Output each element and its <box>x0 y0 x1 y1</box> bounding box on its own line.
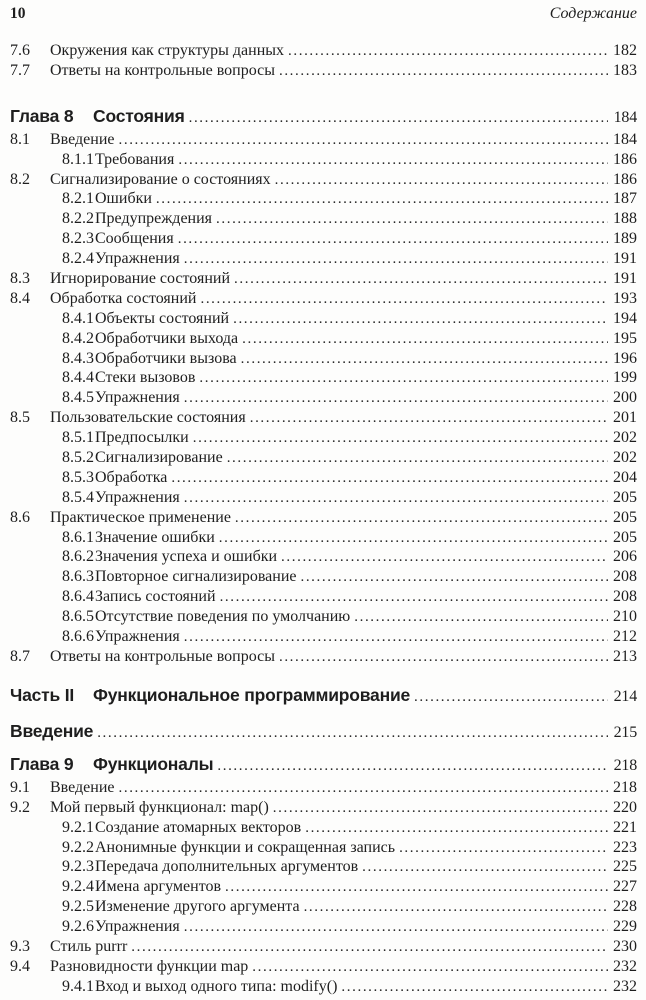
entry-title: Стеки вызовов <box>95 369 196 387</box>
entry-title: Ответы на контрольные вопросы <box>50 647 275 665</box>
entry-page: 186 <box>613 150 637 168</box>
entry-title: Разновидности функции map <box>50 957 249 975</box>
entry-title: Мой первый функционал: map() <box>50 798 269 816</box>
entry-number: 8.6.6 <box>62 628 94 646</box>
toc-entry <box>10 857 637 877</box>
dot-leader <box>217 755 608 778</box>
entry-title: Окружения как структуры данных <box>50 42 285 59</box>
entry-number: 8.3 <box>10 270 30 288</box>
dot-leader <box>119 131 609 151</box>
entry-page: 200 <box>613 389 637 407</box>
entry-title: Ответы на контрольные вопросы <box>50 61 275 79</box>
entry-page: 204 <box>613 468 637 486</box>
dot-leader <box>275 171 608 191</box>
entry-page: 183 <box>613 61 637 79</box>
page-number-folio: 10 <box>10 5 26 22</box>
toc-entry <box>10 937 637 957</box>
entry-page: 205 <box>613 488 637 506</box>
entry-title: Упражнения <box>95 628 180 646</box>
dot-leader <box>273 799 608 819</box>
running-header-title: Содержание <box>549 5 637 22</box>
entry-title: Предпосылки <box>95 429 189 447</box>
toc-entry <box>10 309 637 329</box>
entry-number: 8.5.3 <box>62 468 94 486</box>
toc-entry <box>10 897 637 917</box>
entry-page: 228 <box>613 898 637 916</box>
dot-leader <box>184 250 608 270</box>
entry-page: 199 <box>613 369 637 387</box>
entry-number: 8.6 <box>10 508 30 526</box>
dot-leader <box>200 290 608 310</box>
entry-number: 9.3 <box>10 937 30 955</box>
dot-leader <box>184 918 608 938</box>
entry-title: Введение <box>50 778 115 796</box>
entry-number: Глава 8 <box>10 105 74 126</box>
entry-number: 8.6.4 <box>62 588 94 606</box>
dot-leader <box>300 568 608 588</box>
entry-page: 232 <box>613 977 637 995</box>
entry-page: 230 <box>613 937 637 955</box>
entry-number: 8.2.4 <box>62 250 94 268</box>
entry-title: Значения успеха и ошибки <box>95 548 278 566</box>
dot-leader <box>119 779 609 799</box>
dot-leader <box>227 449 608 469</box>
entry-page: 229 <box>613 918 637 936</box>
entry-number: 8.2 <box>10 170 30 188</box>
dot-leader <box>156 190 608 210</box>
entry-title: Вход и выход одного типа: modify() <box>95 977 338 995</box>
entry-title: Передача дополнительных аргументов <box>95 858 359 876</box>
toc-entry <box>10 488 637 508</box>
entry-number: 8.4.1 <box>62 309 94 327</box>
entry-page: 208 <box>613 588 637 606</box>
toc-entry <box>10 957 637 977</box>
entry-page: 206 <box>613 548 637 566</box>
entry-title: Функционалы <box>93 753 214 774</box>
dot-leader <box>242 330 608 350</box>
entry-page: 215 <box>613 723 637 741</box>
entry-number: 9.2.3 <box>62 858 94 876</box>
entry-title: Стиль purrr <box>50 937 128 955</box>
entry-title: Обработчики выхода <box>95 329 239 347</box>
entry-title: Ошибки <box>95 190 152 208</box>
entry-title: Упражнения <box>95 250 180 268</box>
entry-page: 191 <box>613 270 637 288</box>
entry-page: 205 <box>613 508 637 526</box>
entry-title: Сообщения <box>95 230 174 248</box>
entry-number: 9.4.1 <box>62 977 94 995</box>
entry-title: Отсутствие поведения по умолчанию <box>95 608 351 626</box>
toc-entry <box>10 105 637 128</box>
dot-leader <box>219 529 608 549</box>
page-header <box>10 5 637 26</box>
entry-number: 8.6.5 <box>62 608 94 626</box>
toc-entry <box>10 150 637 170</box>
toc-entry <box>10 684 637 707</box>
entry-number: 9.2.2 <box>62 838 94 856</box>
entry-page: 210 <box>613 608 637 626</box>
entry-title: Упражнения <box>95 389 180 407</box>
dot-leader <box>184 489 608 509</box>
entry-title: Имена аргументов <box>95 878 222 896</box>
toc-entry <box>10 408 637 428</box>
entry-number: 9.2.4 <box>62 878 94 896</box>
toc-entry <box>10 170 637 190</box>
dot-leader <box>178 151 608 171</box>
entry-page: 191 <box>613 250 637 268</box>
entry-number: 8.6.1 <box>62 528 94 546</box>
entry-title: Сигнализирование <box>95 449 223 467</box>
dot-leader <box>304 898 608 918</box>
entry-number: 8.4.2 <box>62 329 94 347</box>
dot-leader <box>184 628 608 648</box>
dot-leader <box>178 230 608 250</box>
entry-page: 184 <box>613 108 637 126</box>
dot-leader <box>235 509 608 529</box>
dot-leader <box>341 978 608 998</box>
entry-number: 8.4.5 <box>62 389 94 407</box>
toc-entry <box>10 388 637 408</box>
toc-entry <box>10 349 637 369</box>
toc-entry <box>10 877 637 897</box>
entry-page: 194 <box>613 309 637 327</box>
dot-leader <box>193 429 608 449</box>
toc-entry <box>10 818 637 838</box>
entry-page: 184 <box>613 130 637 148</box>
entry-number: 7.7 <box>10 61 30 79</box>
entry-page: 214 <box>613 687 637 705</box>
entry-number: 9.2.1 <box>62 818 94 836</box>
entry-number: 9.2 <box>10 798 30 816</box>
entry-page: 186 <box>613 170 637 188</box>
toc-entry <box>10 528 637 548</box>
entry-title: Создание атомарных векторов <box>95 818 302 836</box>
dot-leader <box>199 369 608 389</box>
entry-title: Требования <box>95 150 175 168</box>
entry-title: Введение <box>50 130 115 148</box>
entry-title: Изменение другого аргумента <box>95 898 300 916</box>
entry-number: 9.2.6 <box>62 918 94 936</box>
entry-page: 202 <box>613 429 637 447</box>
toc-entry <box>10 209 637 229</box>
entry-number: 8.5.4 <box>62 488 94 506</box>
toc-entry <box>10 289 637 309</box>
toc-entry <box>10 977 637 997</box>
toc-entry <box>10 189 637 209</box>
dot-leader <box>414 686 608 709</box>
entry-title: Анонимные функции и сокращенная запись <box>95 838 396 856</box>
toc-entry <box>10 627 637 647</box>
dot-leader <box>241 350 608 370</box>
dot-leader <box>305 819 608 839</box>
entry-title: Обработчики вызова <box>95 349 237 367</box>
entry-number: 8.5.1 <box>62 429 94 447</box>
table-of-contents <box>10 41 637 997</box>
toc-entry <box>10 838 637 858</box>
entry-page: 223 <box>613 838 637 856</box>
toc-entry <box>10 229 637 249</box>
entry-title: Сигнализирование о состояниях <box>50 170 271 188</box>
entry-number: 9.2.5 <box>62 898 94 916</box>
entry-page: 195 <box>613 329 637 347</box>
entry-page: 218 <box>613 778 637 796</box>
entry-page: 193 <box>613 289 637 307</box>
entry-title: Функциональное программирование <box>93 684 411 705</box>
entry-title: Обработка состояний <box>50 289 197 307</box>
entry-title: Предупреждения <box>95 210 213 228</box>
toc-entry <box>10 917 637 937</box>
entry-page: 188 <box>613 210 637 228</box>
entry-number: 8.5 <box>10 409 30 427</box>
dot-leader <box>233 310 608 330</box>
dot-leader <box>97 722 608 745</box>
toc-entry <box>10 587 637 607</box>
toc-entry <box>10 428 637 448</box>
entry-page: 220 <box>613 798 637 816</box>
entry-number: 8.2.1 <box>62 190 94 208</box>
entry-number: 8.4 <box>10 289 30 307</box>
dot-leader <box>279 648 608 668</box>
entry-title: Пользовательские состояния <box>50 409 246 427</box>
dot-leader <box>354 608 608 628</box>
entry-page: 187 <box>613 190 637 208</box>
entry-page: 208 <box>613 568 637 586</box>
dot-leader <box>225 878 608 898</box>
toc-entry <box>10 249 637 269</box>
entry-title: Упражнения <box>95 918 180 936</box>
dot-leader <box>399 839 608 859</box>
entry-number: 8.2.3 <box>62 230 94 248</box>
toc-entry <box>10 448 637 468</box>
dot-leader <box>220 588 608 608</box>
entry-title: Состояния <box>93 105 185 126</box>
dot-leader <box>234 270 608 290</box>
dot-leader <box>216 210 608 230</box>
toc-entry <box>10 647 637 667</box>
entry-page: 205 <box>613 528 637 546</box>
entry-number: 9.4 <box>10 957 30 975</box>
dot-leader <box>362 858 608 878</box>
entry-title: Игнорирование состояний <box>50 270 231 288</box>
toc-entry <box>10 468 637 488</box>
entry-number: 8.4.4 <box>62 369 94 387</box>
dot-leader <box>131 938 608 958</box>
dot-leader <box>171 469 608 489</box>
entry-page: 225 <box>613 858 637 876</box>
toc-entry <box>10 269 637 289</box>
dot-leader <box>281 548 608 568</box>
dot-leader <box>250 409 608 429</box>
entry-page: 213 <box>613 647 637 665</box>
toc-entry <box>10 130 637 150</box>
toc-entry <box>10 607 637 627</box>
toc-entry <box>10 368 637 388</box>
toc-entry <box>10 753 637 776</box>
entry-number: Часть II <box>10 684 75 705</box>
entry-number: 8.6.2 <box>62 548 94 566</box>
entry-page: 232 <box>613 957 637 975</box>
entry-page: 227 <box>613 878 637 896</box>
entry-number: 8.5.2 <box>62 449 94 467</box>
entry-page: 196 <box>613 349 637 367</box>
entry-number: 7.6 <box>10 42 30 59</box>
toc-entry <box>10 798 637 818</box>
dot-leader <box>279 62 608 82</box>
entry-title: Объекты состояний <box>95 309 230 327</box>
dot-leader <box>184 389 608 409</box>
toc-entry <box>10 567 637 587</box>
entry-page: 218 <box>613 756 637 774</box>
entry-number: 9.1 <box>10 778 30 796</box>
entry-page: 189 <box>613 230 637 248</box>
entry-number: 8.2.2 <box>62 210 94 228</box>
toc-entry <box>10 547 637 567</box>
entry-title: Значение ошибки <box>95 528 215 546</box>
entry-page: 201 <box>613 409 637 427</box>
entry-title: Обработка <box>95 468 168 486</box>
dot-leader <box>288 42 608 62</box>
dot-leader <box>189 107 608 130</box>
entry-page: 182 <box>613 42 637 59</box>
entry-number: 8.1 <box>10 130 30 148</box>
entry-title: Упражнения <box>95 488 180 506</box>
entry-page: 221 <box>613 818 637 836</box>
entry-number: 8.4.3 <box>62 349 94 367</box>
toc-entry <box>10 61 637 81</box>
entry-number: 8.1.1 <box>62 150 94 168</box>
entry-page: 212 <box>613 628 637 646</box>
entry-title: Повторное сигнализирование <box>95 568 297 586</box>
toc-entry <box>10 508 637 528</box>
entry-number: 8.6.3 <box>62 568 94 586</box>
entry-title: Введение <box>10 720 94 741</box>
entry-title: Практическое применение <box>50 508 231 526</box>
toc-entry <box>10 41 637 61</box>
dot-leader <box>252 958 608 978</box>
entry-page: 202 <box>613 449 637 467</box>
toc-entry <box>10 329 637 349</box>
entry-title: Запись состояний <box>95 588 216 606</box>
entry-number: Глава 9 <box>10 753 74 774</box>
toc-entry <box>10 720 637 743</box>
entry-number: 8.7 <box>10 647 30 665</box>
toc-entry <box>10 778 637 798</box>
